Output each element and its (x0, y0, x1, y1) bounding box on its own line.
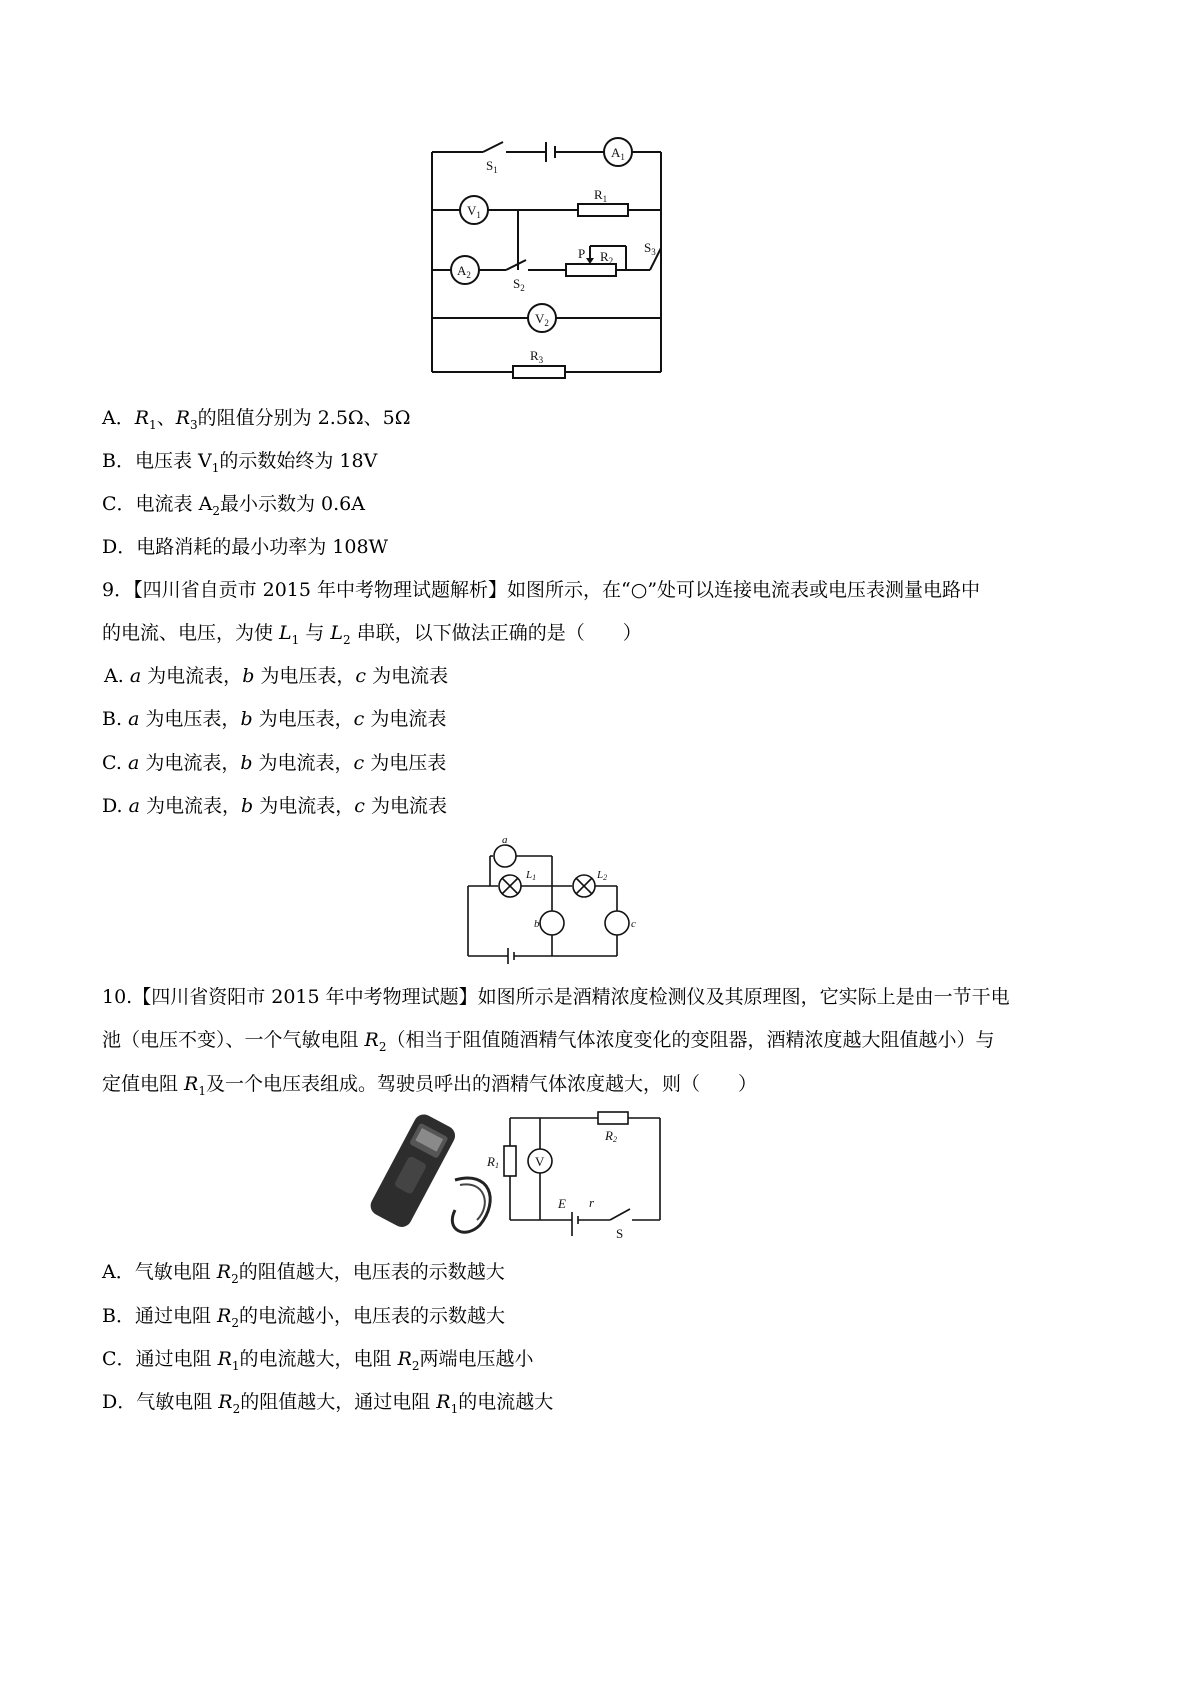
svg-text:P: P (578, 246, 586, 261)
svg-text:b: b (534, 918, 540, 930)
svg-text:A2: $A_2$ (457, 263, 471, 280)
q9-stem-line1: 9．【四川省自贡市 2015 年中考物理试题解析】如图所示，在“○”处可以连接电流表或电压表测量电路中 (102, 579, 981, 601)
q9-option-d: D. a 为电流表，b 为电流表，c 为电流表 (102, 795, 447, 817)
svg-text:R1: R1 (487, 1154, 499, 1170)
svg-text:S: S (616, 1226, 624, 1241)
svg-text:V: V (535, 1154, 545, 1169)
svg-text:a: a (502, 834, 508, 846)
q10-circuit-diagram (482, 1108, 667, 1243)
q10-option-d: D．气敏电阻 $R_2$的阻值越大，通过电阻 $R_1$的电流越大 (102, 1391, 554, 1416)
q10-stem-line3: 定值电阻 $R_1$及一个电压表组成。驾驶员呼出的酒精气体浓度越大，则（ ） (102, 1073, 758, 1098)
q8-option-a: A．$R_1$、$R_3$的阻值分别为 2.5Ω、5Ω (102, 407, 411, 432)
q9-option-c: C. a 为电流表，b 为电流表，c 为电压表 (102, 752, 447, 774)
svg-text:R1: $R_1$ (594, 187, 608, 204)
svg-text:E: E (558, 1196, 566, 1211)
svg-text:V1: $V_1$ (467, 203, 481, 220)
svg-text:c: c (631, 918, 636, 930)
q9-option-b: B. a 为电压表，b 为电压表，c 为电流表 (102, 708, 447, 730)
svg-text:S1: $S_1$ (486, 158, 498, 175)
q8-circuit-diagram (418, 130, 688, 385)
svg-text:A1: $A_1$ (611, 145, 625, 162)
svg-text:r: r (589, 1195, 595, 1210)
q10-stem-line1: 10.【四川省资阳市 2015 年中考物理试题】如图所示是酒精浓度检测仪及其原理图，它实际上是由一节干电 (102, 986, 1010, 1008)
q9-option-a: A. a 为电流表，b 为电压表，c 为电流表 (104, 665, 449, 687)
q10-option-c: C．通过电阻 $R_1$的电流越大，电阻 $R_2$两端电压越小 (102, 1348, 534, 1373)
svg-text:R2: R2 (605, 1128, 617, 1144)
svg-text:V2: $V_2$ (535, 311, 549, 328)
svg-text:S2: $S_2$ (513, 276, 525, 293)
q10-stem-line2: 池（电压不变）、一个气敏电阻 $R_2$（相当于阻值随酒精气体浓度变化的变阻器，酒精浓度越大阻值越小）与 (102, 1029, 995, 1054)
svg-text:S3: $S_3$ (644, 240, 656, 257)
q9-stem-line2: 的电流、电压，为使 $L_1$ 与 $L_2$ 串联，以下做法正确的是（ ） (102, 622, 642, 647)
q8-option-c: C．电流表 $A_2$最小示数为 0.6A (102, 493, 365, 518)
q9-circuit-diagram (460, 834, 645, 966)
q8-option-d: D．电路消耗的最小功率为 108W (102, 536, 389, 558)
q8-option-b: B．电压表 $V_1$的示数始终为 18V (102, 450, 378, 475)
svg-text:R3: $R_3$ (530, 348, 544, 365)
q10-option-b: B．通过电阻 $R_2$的电流越小，电压表的示数越大 (102, 1305, 505, 1330)
svg-text:L2: L2 (597, 869, 608, 882)
svg-text:R2: $R_2$ (600, 249, 614, 266)
svg-text:L1: L1 (526, 869, 537, 882)
q10-option-a: A．气敏电阻 $R_2$的阻值越大，电压表的示数越大 (102, 1261, 505, 1286)
